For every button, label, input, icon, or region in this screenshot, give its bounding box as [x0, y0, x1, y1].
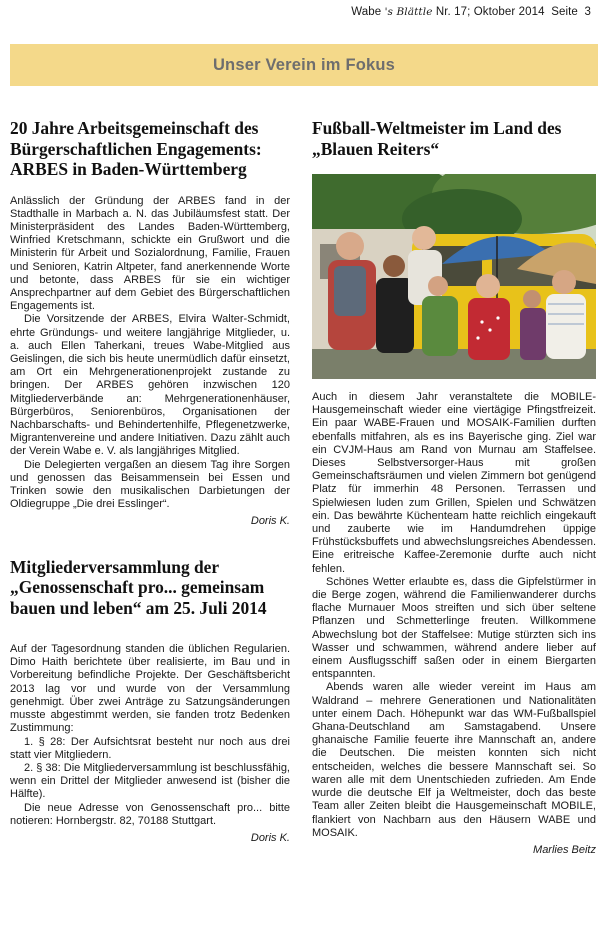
article-body	[10, 195, 290, 529]
article-title: Fußball-Weltmeister im Land des „Blauen Reiters“	[312, 118, 562, 159]
article-paragraph: Die Vorsitzende der ARBES, Elvira Walter-Schmidt, ehrte Gründungs- und weitere langjährige Mitglieder, u. a. auch Ellen Taherkani, treues Wabe-Mitglied aus Geislingen, die sich bis heute unermüdlich dafür einsetzt, am Ort ein Mehrgenerationenprojekt zustande zu bringen. Der ARBES gehören inzwischen 120 Mitgliederverbände an: Mehrgenerationenhäuser, Bürgerbüros, Seniorenbüros, Organisationen der Nachbarschafts- und Behindertenhilfe, Pflegenetzwerke, Migrantenvereine und andere Initiativen. Dazu zählt auch der Verein Wabe e. V. als langjähriges Mitglied.	[10, 313, 290, 458]
page-header	[351, 6, 591, 18]
article-list-item: 1. § 28: Der Aufsichtsrat besteht nur noch aus drei statt vier Mitgliedern.	[10, 735, 290, 761]
publication-name: Wabe	[351, 6, 382, 18]
article-signature: Doris K.	[250, 831, 290, 844]
section-banner	[10, 44, 598, 86]
article-title: 20 Jahre Arbeitsgemeinschaft des Bürgerschaftlichen Engagements: ARBES in Baden-Württemberg	[10, 118, 262, 179]
article-signature: Marlies Beitz	[533, 843, 596, 856]
article-title: Mitgliederversammlung der „Genossenschaft pro... gemeinsam bauen und leben“ am 25. Juli 2014	[10, 556, 267, 618]
issue-number: Nr. 17; Oktober 2014	[435, 6, 545, 18]
article-signature: Doris K.	[250, 515, 290, 528]
article-genossenschaft	[10, 557, 290, 846]
group-photo	[312, 174, 596, 379]
article-paragraph: Schönes Wetter erlaubte es, dass die Gipfelstürmer in die Berge zogen, während die Familienwanderer durchs flache Murnauer Moos streiften und sich über seltene Pflanzen und Schmetterlinge freuten. Willkommene Abwechslung bot der Staffelsee: Mutige stürzten sich ins Wasser und schwammen, während andere lieber auf einem Ausflugsschiff saßen oder in einem Biergarten entspannten.	[312, 575, 596, 681]
page-label: Seite	[551, 6, 578, 18]
article-paragraph: Auch in diesem Jahr veranstaltete die MOBILE-Hausgemeinschaft wieder eine viertägige Pfingstfreizeit. Ein paar WABE-Frauen und MOSAIK-Familien durften ebenfalls mitfahren, als es ins Bayerische ging. Ziel war ein CVJM-Haus am Rand von Murnau am Staffelsee. Dieses Selbstversorger-Haus mit großen Gemeinschaftsräumen und vielen Zimmern bot genügend Platz für immerhin 48 Personen. Terrassen und Spielwiesen luden zum Grillen, Spielen und Schwätzen ein. Das bewährte Küchenteam hatte reichlich eingekauft und zauberte wie im Handumdrehen üppige Frühstücksbuffets und abwechslungsreiches Abendessen. Eine eritreische Kaffee-Zeremonie durfte auch nicht fehlen.	[312, 391, 596, 575]
right-column	[312, 118, 596, 857]
article-paragraph: Die Delegierten vergaßen an diesem Tag ihre Sorgen und genossen das Beisammensein bei Essen und Trinken sowie den musikalischen Darbietungen der Oldiegruppe „Die drei Esslinger“.	[10, 458, 290, 511]
article-body	[312, 391, 596, 857]
article-body	[10, 643, 290, 845]
publication-name-script: 's Blättle	[384, 6, 433, 18]
page-number: 3	[584, 6, 591, 18]
article-paragraph: Die neue Adresse von Genossenschaft pro... bitte notieren: Hornbergstr. 82, 70188 Stuttgart.	[10, 801, 290, 827]
article-paragraph: Abends waren alle wieder vereint im Haus am Waldrand – mehrere Generationen und Nationalitäten unter einem Dach. Höhepunkt war das WM-Fußballspiel Ghana-Deutschland am Samstagabend. Unsere ghanaische Familie feuerte ihre Mannschaft an, andere die Deutschen. Die meisten konnten sich nicht entscheiden, welches die bessere Mannschaft sei. So waren alle mit dem Unentschieden zufrieden. Am Ende wurde die deutsche Elf ja Weltmeister, doch das beste Team aller Zeiten bleibt die Hausgemeinschaft MOBILE, flankiert von Nachbarn aus den Häusern WABE und MOSAIK.	[312, 681, 596, 839]
article-paragraph: Anlässlich der Gründung der ARBES fand in der Stadthalle in Marbach a. N. das Jubiläumsfest statt. Der Ministerpräsident des Landes Baden-Württemberg, Winfried Kretschmann, schickte ein Grußwort und die Ministerin für Arbeit und Sozialordnung, Familie, Frauen und Senioren, Katrin Altpeter, fand anerkennende Worte und betonte, dass ARBES für sie ein wichtiger Ansprechpartner auf dem Gebiet des Bürgerschaftlichen Engagements ist.	[10, 194, 290, 313]
article-paragraph: Auf der Tagesordnung standen die üblichen Regularien. Dimo Haith berichtete über realisierte, im Bau und in Vorbereitung befindliche Projekte. Der Geschäftsbericht 2013 lag vor und wurde von der Versammlung genehmigt. Über zwei Anträge zu Satzungsänderungen musste abgestimmt werden, sie fanden trotz Bedenken Zustimmung:	[10, 643, 290, 735]
article-arbes	[10, 118, 290, 529]
section-title: Unser Verein im Fokus	[212, 55, 396, 74]
article-fussball	[312, 118, 596, 857]
article-list-item: 2. § 38: Die Mitgliederversammlung ist beschlussfähig, wenn ein Drittel der Mitglieder anwesend ist (bisher die Hälfte).	[10, 761, 290, 801]
left-column	[10, 118, 290, 845]
